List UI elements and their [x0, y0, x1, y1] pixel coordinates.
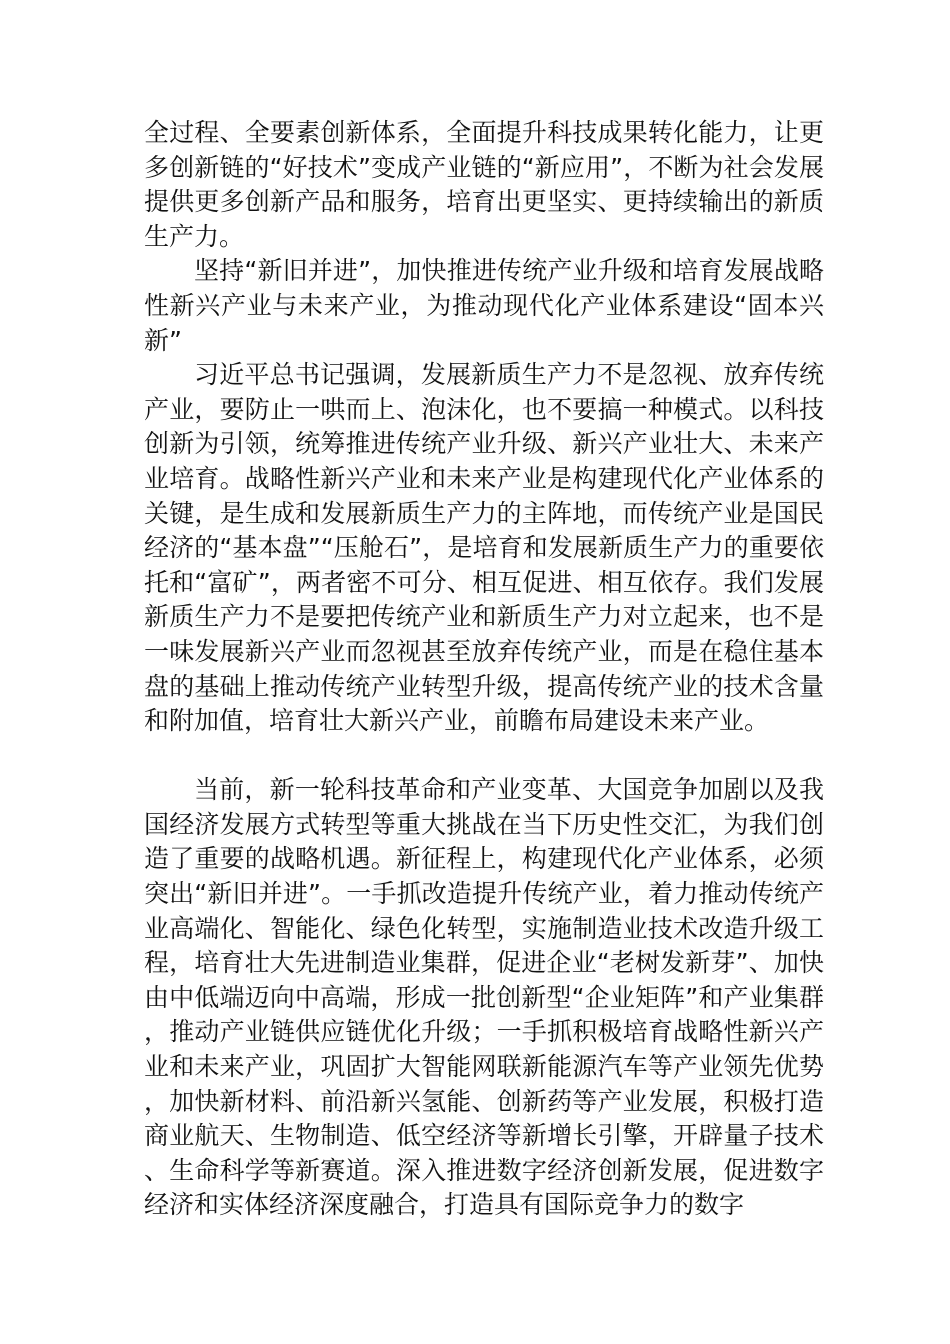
- paragraph-2-section-heading: 坚持“新旧并进”，加快推进传统产业升级和培育发展战略性新兴产业与未来产业，为推动现代化产业体系建设“固本兴新”: [144, 256, 824, 355]
- paragraph-1: 全过程、全要素创新体系，全面提升科技成果转化能力，让更多创新链的“好技术”变成产业链的“新应用”，不断为社会发展提供更多创新产品和服务，培育出更坚实、更持续输出的新质生产力。: [144, 118, 824, 251]
- document-body: [144, 116, 824, 1223]
- paragraph-3: 习近平总书记强调，发展新质生产力不是忽视、放弃传统产业，要防止一哄而上、泡沫化，也不要搞一种模式。以科技创新为引领，统筹推进传统产业升级、新兴产业壮大、未来产业培育。战略性新兴产业和未来产业是构建现代化产业体系的关键，是生成和发展新质生产力的主阵地，而传统产业是国民经济的“基本盘”“压舱石”，是培育和发展新质生产力的重要依托和“富矿”，两者密不可分、相互促进、相互依存。我们发展新质生产力不是要把传统产业和新质生产力对立起来，也不是一味发展新兴产业而忽视甚至放弃传统产业，而是在稳住基本盘的基础上推动传统产业转型升级，提高传统产业的技术含量和附加值，培育壮大新兴产业，前瞻布局建设未来产业。: [144, 360, 824, 736]
- paragraph-4: 当前，新一轮科技革命和产业变革、大国竞争加剧以及我国经济发展方式转型等重大挑战在当下历史性交汇，为我们创造了重要的战略机遇。新征程上，构建现代化产业体系，必须突出“新旧并进”。一手抓改造提升传统产业，着力推动传统产业高端化、智能化、绿色化转型，实施制造业技术改造升级工程，培育壮大先进制造业集群，促进企业“老树发新芽”、加快由中低端迈向中高端，形成一批创新型“企业矩阵”和产业集群，推动产业链供应链优化升级；一手抓积极培育战略性新兴产业和未来产业，巩固扩大智能网联新能源汽车等产业领先优势，加快新材料、前沿新兴氢能、创新药等产业发展，积极打造商业航天、生物制造、低空经济等新增长引擎，开辟量子技术、生命科学等新赛道。深入推进数字经济创新发展，促进数字经济和实体经济深度融合，打造具有国际竞争力的数字: [144, 775, 824, 1220]
